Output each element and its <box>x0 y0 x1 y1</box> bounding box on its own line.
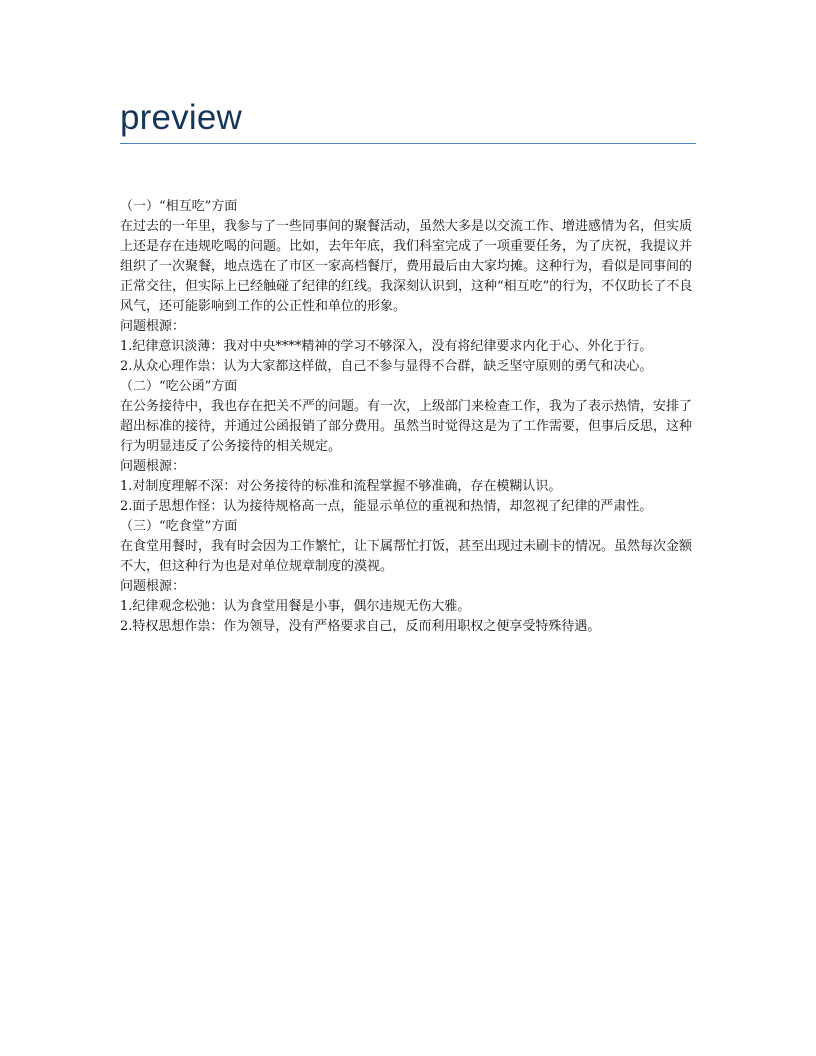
section-paragraph: 在过去的一年里，我参与了一些同事间的聚餐活动，虽然大多是以交流工作、增进感情为名，但实质上还是存在违规吃喝的问题。比如，去年年底，我们科室完成了一项重要任务，为了庆祝，我提议并组织了一次聚餐，地点选在了市区一家高档餐厅，费用最后由大家均摊。这种行为，看似是同事间的正常交往，但实际上已经触碰了纪律的红线。我深刻认识到，这种“相互吃”的行为，不仅助长了不良风气，还可能影响到工作的公正性和单位的形象。 <box>120 219 693 314</box>
cause-item: 1.对制度理解不深：对公务接待的标准和流程掌握不够准确，存在模糊认识。 <box>120 479 562 494</box>
document-page <box>120 0 696 637</box>
section-paragraph: 在公务接待中，我也存在把关不严的问题。有一次，上级部门来检查工作，我为了表示热情，安排了超出标准的接待，并通过公函报销了部分费用。虽然当时觉得这是为了工作需要，但事后反思，这种行为明显违反了公务接待的相关规定。 <box>120 399 693 454</box>
cause-label: 问题根源： <box>120 459 186 474</box>
page-title: preview <box>120 98 243 137</box>
cause-label: 问题根源： <box>120 579 186 594</box>
section-3 <box>120 517 696 637</box>
cause-item: 2.从众心理作祟：认为大家都这样做，自己不参与显得不合群，缺乏坚守原则的勇气和决心。 <box>120 359 653 374</box>
section-1 <box>120 197 696 377</box>
section-paragraph: 在食堂用餐时，我有时会因为工作繁忙，让下属帮忙打饭，甚至出现过未刷卡的情况。虽然每次金额不大，但这种行为也是对单位规章制度的漠视。 <box>120 539 693 574</box>
cause-item: 1.纪律观念松弛：认为食堂用餐是小事，偶尔违规无伤大雅。 <box>120 599 471 614</box>
section-heading: （一）“相互吃”方面 <box>120 199 238 214</box>
section-heading: （三）“吃食堂”方面 <box>120 519 238 534</box>
section-2 <box>120 377 696 517</box>
document-body <box>120 197 696 637</box>
cause-label: 问题根源： <box>120 319 186 334</box>
cause-item: 2.特权思想作祟：作为领导，没有严格要求自己，反而利用职权之便享受特殊待遇。 <box>120 619 601 634</box>
cause-item: 1.纪律意识淡薄：我对中央****精神的学习不够深入，没有将纪律要求内化于心、外化于行。 <box>120 339 653 354</box>
cause-item: 2.面子思想作怪：认为接待规格高一点，能显示单位的重视和热情，却忽视了纪律的严肃性。 <box>120 499 653 514</box>
section-heading: （二）“吃公函”方面 <box>120 379 238 394</box>
title-divider <box>120 143 696 144</box>
